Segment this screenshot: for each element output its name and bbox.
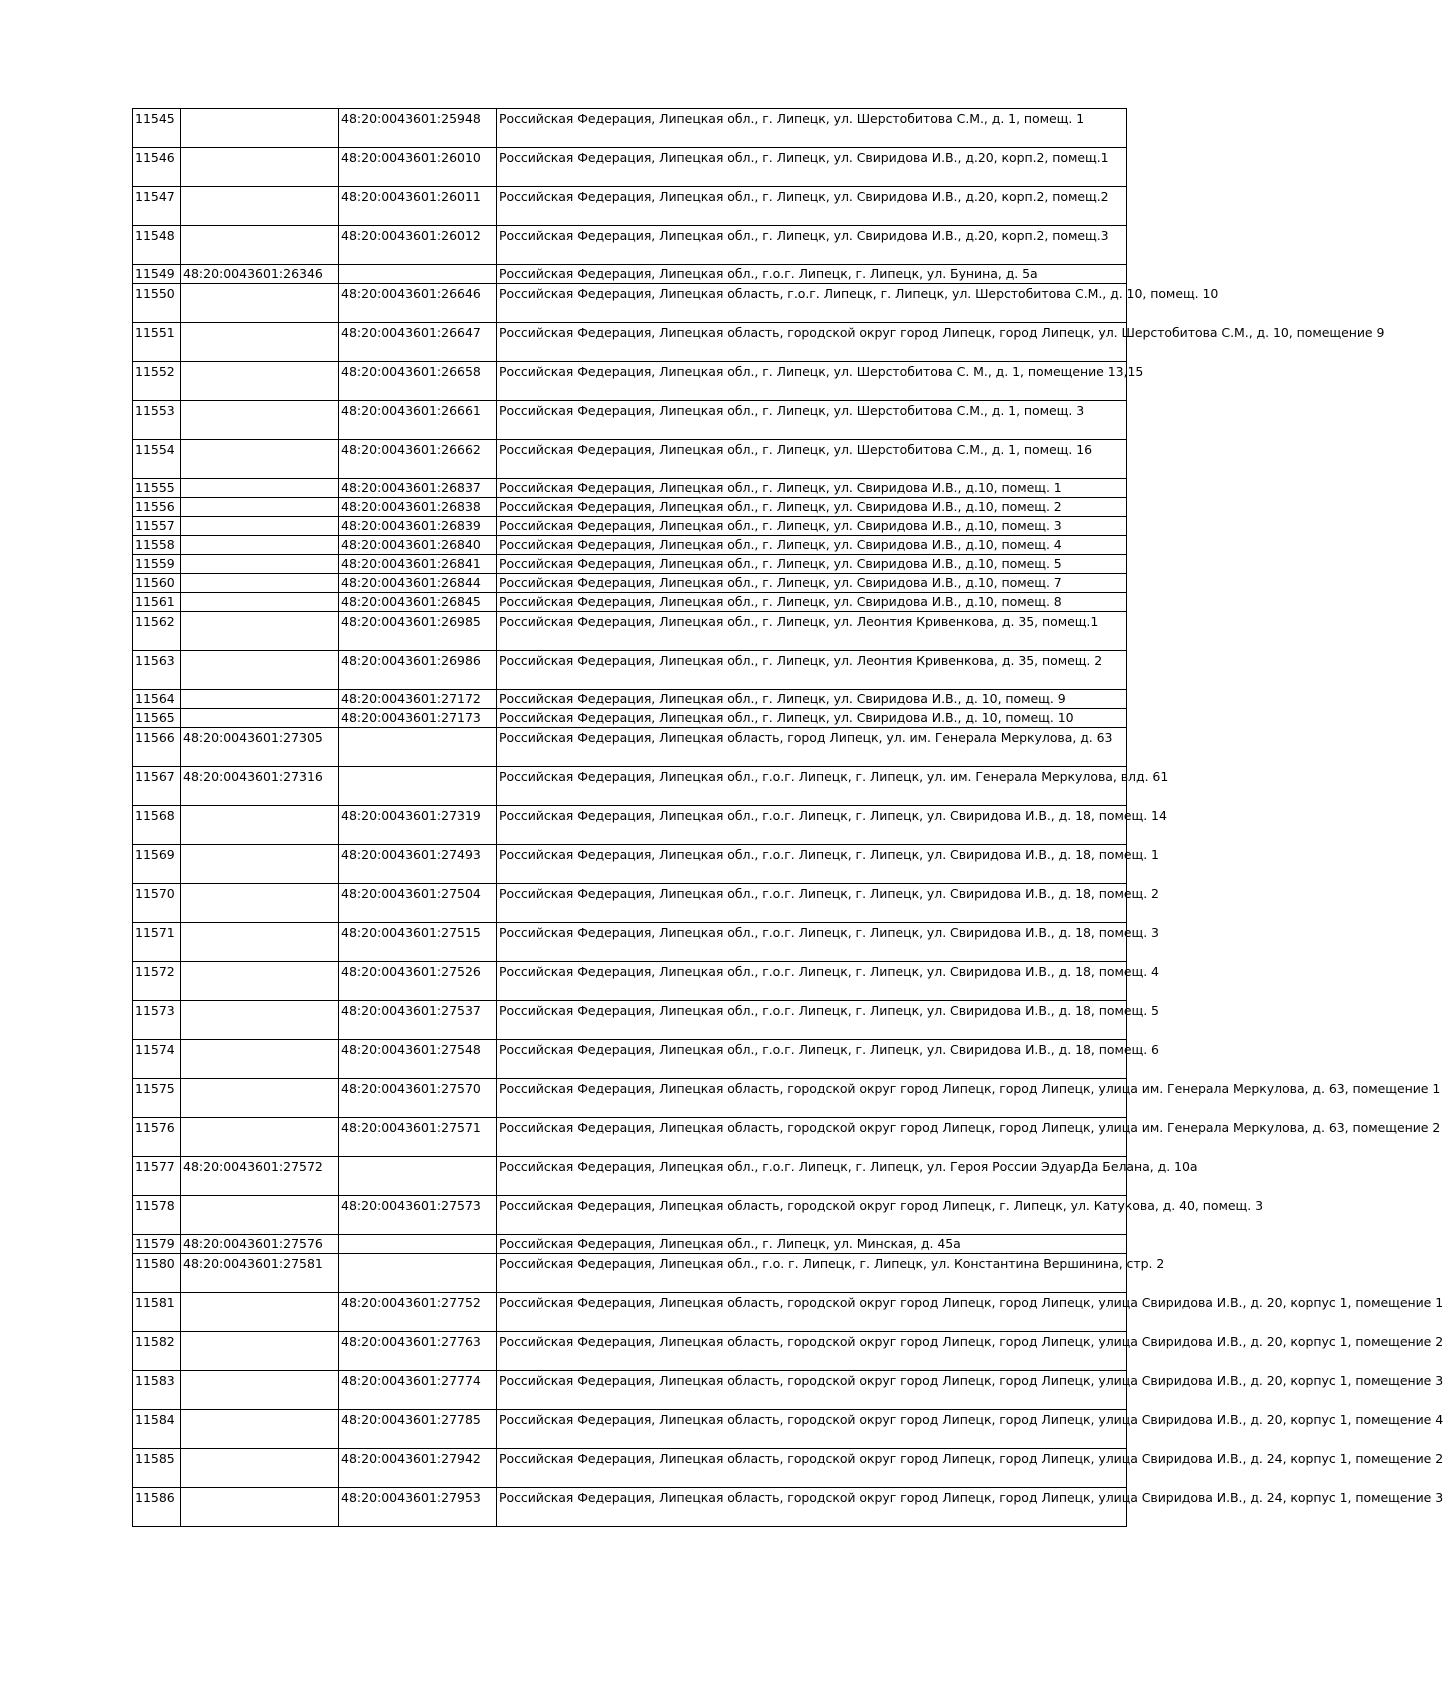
address-cell: Российская Федерация, Липецкая область, городской округ город Липецк, город Липецк, улица им. Генерала Меркулова, д. 63, помещение 1: [497, 1079, 1127, 1118]
address-cell: Российская Федерация, Липецкая область, городской округ город Липецк, город Липецк, улица Свиридова И.В., д. 24, корпус 1, помещение 2: [497, 1449, 1127, 1488]
address-cell: Российская Федерация, Липецкая обл., г. Липецк, ул. Шерстобитова С. М., д. 1, помещение 13,15: [497, 362, 1127, 401]
address-cell: Российская Федерация, Липецкая обл., г. Липецк, ул. Свиридова И.В., д. 10, помещ. 9: [497, 690, 1127, 709]
table-row: [133, 1118, 1127, 1157]
premises-cadastral-number-cell: 48:20:0043601:27573: [339, 1196, 497, 1235]
row-number-cell: 11582: [133, 1332, 181, 1371]
row-number-cell: 11550: [133, 284, 181, 323]
land-cadastral-number-cell: [181, 923, 339, 962]
land-cadastral-number-cell: [181, 1293, 339, 1332]
table-row: [133, 187, 1127, 226]
premises-cadastral-number-cell: 48:20:0043601:27942: [339, 1449, 497, 1488]
premises-cadastral-number-cell: 48:20:0043601:26837: [339, 479, 497, 498]
table-row: [133, 690, 1127, 709]
address-cell: Российская Федерация, Липецкая область, городской округ город Липецк, город Липецк, улица Свиридова И.В., д. 20, корпус 1, помещение 4: [497, 1410, 1127, 1449]
premises-cadastral-number-cell: 48:20:0043601:27953: [339, 1488, 497, 1527]
land-cadastral-number-cell: [181, 226, 339, 265]
row-number-cell: 11570: [133, 884, 181, 923]
land-cadastral-number-cell: [181, 651, 339, 690]
row-number-cell: 11579: [133, 1235, 181, 1254]
address-cell: Российская Федерация, Липецкая обл., г.о.г. Липецк, г. Липецк, ул. Свиридова И.В., д. 18, помещ. 6: [497, 1040, 1127, 1079]
address-cell: Российская Федерация, Липецкая обл., г. Липецк, ул. Леонтия Кривенкова, д. 35, помещ.1: [497, 612, 1127, 651]
land-cadastral-number-cell: [181, 498, 339, 517]
table-row: [133, 1254, 1127, 1293]
premises-cadastral-number-cell: 48:20:0043601:26986: [339, 651, 497, 690]
land-cadastral-number-cell: 48:20:0043601:27581: [181, 1254, 339, 1293]
table-row: [133, 1040, 1127, 1079]
land-cadastral-number-cell: 48:20:0043601:26346: [181, 265, 339, 284]
land-cadastral-number-cell: [181, 479, 339, 498]
table-row: [133, 806, 1127, 845]
row-number-cell: 11556: [133, 498, 181, 517]
premises-cadastral-number-cell: [339, 1254, 497, 1293]
table-row: [133, 767, 1127, 806]
premises-cadastral-number-cell: 48:20:0043601:27173: [339, 709, 497, 728]
row-number-cell: 11552: [133, 362, 181, 401]
table-row: [133, 479, 1127, 498]
land-cadastral-number-cell: [181, 1449, 339, 1488]
land-cadastral-number-cell: [181, 884, 339, 923]
table-row: [133, 362, 1127, 401]
premises-cadastral-number-cell: 48:20:0043601:26012: [339, 226, 497, 265]
premises-cadastral-number-cell: 48:20:0043601:27319: [339, 806, 497, 845]
premises-cadastral-number-cell: 48:20:0043601:27515: [339, 923, 497, 962]
address-cell: Российская Федерация, Липецкая обл., г. Липецк, ул. Свиридова И.В., д.10, помещ. 1: [497, 479, 1127, 498]
premises-cadastral-number-cell: 48:20:0043601:26844: [339, 574, 497, 593]
address-cell: Российская Федерация, Липецкая обл., г. Липецк, ул. Свиридова И.В., д.20, корп.2, помещ.2: [497, 187, 1127, 226]
table-row: [133, 574, 1127, 593]
table-row: [133, 1410, 1127, 1449]
row-number-cell: 11577: [133, 1157, 181, 1196]
address-cell: Российская Федерация, Липецкая обл., г.о.г. Липецк, г. Липецк, ул. Свиридова И.В., д. 18, помещ. 4: [497, 962, 1127, 1001]
row-number-cell: 11580: [133, 1254, 181, 1293]
property-registry-table: [132, 108, 1443, 1527]
land-cadastral-number-cell: [181, 1001, 339, 1040]
address-cell: Российская Федерация, Липецкая обл., г.о.г. Липецк, г. Липецк, ул. Героя России ЭдуарДа Белана, д. 10а: [497, 1157, 1127, 1196]
premises-cadastral-number-cell: 48:20:0043601:27774: [339, 1371, 497, 1410]
premises-cadastral-number-cell: 48:20:0043601:26662: [339, 440, 497, 479]
row-number-cell: 11563: [133, 651, 181, 690]
table-row: [133, 536, 1127, 555]
premises-cadastral-number-cell: 48:20:0043601:27570: [339, 1079, 497, 1118]
row-number-cell: 11586: [133, 1488, 181, 1527]
row-number-cell: 11575: [133, 1079, 181, 1118]
table-row: [133, 1488, 1127, 1527]
table-row: [133, 555, 1127, 574]
premises-cadastral-number-cell: 48:20:0043601:26985: [339, 612, 497, 651]
land-cadastral-number-cell: [181, 612, 339, 651]
land-cadastral-number-cell: [181, 574, 339, 593]
row-number-cell: 11560: [133, 574, 181, 593]
row-number-cell: 11574: [133, 1040, 181, 1079]
land-cadastral-number-cell: [181, 187, 339, 226]
land-cadastral-number-cell: [181, 1040, 339, 1079]
address-cell: Российская Федерация, Липецкая обл., г.о.г. Липецк, г. Липецк, ул. Свиридова И.В., д. 18, помещ. 2: [497, 884, 1127, 923]
land-cadastral-number-cell: [181, 536, 339, 555]
land-cadastral-number-cell: [181, 845, 339, 884]
address-cell: Российская Федерация, Липецкая обл., г.о.г. Липецк, г. Липецк, ул. Бунина, д. 5а: [497, 265, 1127, 284]
land-cadastral-number-cell: [181, 148, 339, 187]
registry-table-body: [133, 109, 1443, 1527]
address-cell: Российская Федерация, Липецкая обл., г. Липецк, ул. Свиридова И.В., д.10, помещ. 3: [497, 517, 1127, 536]
premises-cadastral-number-cell: [339, 767, 497, 806]
table-row: [133, 728, 1127, 767]
row-number-cell: 11567: [133, 767, 181, 806]
premises-cadastral-number-cell: 48:20:0043601:26647: [339, 323, 497, 362]
table-row: [133, 1235, 1127, 1254]
row-number-cell: 11554: [133, 440, 181, 479]
row-number-cell: 11569: [133, 845, 181, 884]
row-number-cell: 11566: [133, 728, 181, 767]
premises-cadastral-number-cell: 48:20:0043601:27571: [339, 1118, 497, 1157]
premises-cadastral-number-cell: 48:20:0043601:27504: [339, 884, 497, 923]
land-cadastral-number-cell: 48:20:0043601:27572: [181, 1157, 339, 1196]
row-number-cell: 11547: [133, 187, 181, 226]
address-cell: Российская Федерация, Липецкая обл., г. Липецк, ул. Свиридова И.В., д.10, помещ. 4: [497, 536, 1127, 555]
land-cadastral-number-cell: [181, 1488, 339, 1527]
table-row: [133, 1371, 1127, 1410]
table-row: [133, 226, 1127, 265]
address-cell: Российская Федерация, Липецкая область, городской округ город Липецк, город Липецк, улица Свиридова И.В., д. 20, корпус 1, помещение 3: [497, 1371, 1127, 1410]
table-row: [133, 709, 1127, 728]
address-cell: Российская Федерация, Липецкая обл., г.о. г. Липецк, г. Липецк, ул. Константина Вершинина, стр. 2: [497, 1254, 1127, 1293]
premises-cadastral-number-cell: 48:20:0043601:26845: [339, 593, 497, 612]
table-row: [133, 401, 1127, 440]
land-cadastral-number-cell: [181, 1196, 339, 1235]
land-cadastral-number-cell: [181, 284, 339, 323]
land-cadastral-number-cell: 48:20:0043601:27316: [181, 767, 339, 806]
row-number-cell: 11559: [133, 555, 181, 574]
land-cadastral-number-cell: [181, 1118, 339, 1157]
land-cadastral-number-cell: [181, 709, 339, 728]
address-cell: Российская Федерация, Липецкая обл., г. Липецк, ул. Свиридова И.В., д.10, помещ. 2: [497, 498, 1127, 517]
premises-cadastral-number-cell: [339, 1235, 497, 1254]
row-number-cell: 11557: [133, 517, 181, 536]
table-row: [133, 323, 1127, 362]
row-number-cell: 11568: [133, 806, 181, 845]
row-number-cell: 11565: [133, 709, 181, 728]
land-cadastral-number-cell: [181, 323, 339, 362]
table-row: [133, 1449, 1127, 1488]
premises-cadastral-number-cell: 48:20:0043601:26011: [339, 187, 497, 226]
address-cell: Российская Федерация, Липецкая область, городской округ город Липецк, город Липецк, улица Свиридова И.В., д. 24, корпус 1, помещение 3: [497, 1488, 1127, 1527]
address-cell: Российская Федерация, Липецкая обл., г. Липецк, ул. Свиридова И.В., д. 10, помещ. 10: [497, 709, 1127, 728]
table-row: [133, 962, 1127, 1001]
row-number-cell: 11551: [133, 323, 181, 362]
land-cadastral-number-cell: [181, 1410, 339, 1449]
row-number-cell: 11548: [133, 226, 181, 265]
premises-cadastral-number-cell: [339, 1157, 497, 1196]
address-cell: Российская Федерация, Липецкая область, город Липецк, ул. им. Генерала Меркулова, д. 63: [497, 728, 1127, 767]
address-cell: Российская Федерация, Липецкая обл., г.о.г. Липецк, г. Липецк, ул. Свиридова И.В., д. 18, помещ. 1: [497, 845, 1127, 884]
row-number-cell: 11585: [133, 1449, 181, 1488]
premises-cadastral-number-cell: 48:20:0043601:26661: [339, 401, 497, 440]
premises-cadastral-number-cell: 48:20:0043601:26839: [339, 517, 497, 536]
address-cell: Российская Федерация, Липецкая обл., г. Липецк, ул. Шерстобитова С.М., д. 1, помещ. 1: [497, 109, 1127, 148]
address-cell: Российская Федерация, Липецкая обл., г. Липецк, ул. Шерстобитова С.М., д. 1, помещ. 3: [497, 401, 1127, 440]
row-number-cell: 11576: [133, 1118, 181, 1157]
table-row: [133, 1196, 1127, 1235]
address-cell: Российская Федерация, Липецкая обл., г. Липецк, ул. Свиридова И.В., д.10, помещ. 7: [497, 574, 1127, 593]
premises-cadastral-number-cell: 48:20:0043601:27526: [339, 962, 497, 1001]
address-cell: Российская Федерация, Липецкая обл., г. Липецк, ул. Свиридова И.В., д.20, корп.2, помещ.1: [497, 148, 1127, 187]
address-cell: Российская Федерация, Липецкая обл., г. Липецк, ул. Минская, д. 45а: [497, 1235, 1127, 1254]
land-cadastral-number-cell: [181, 401, 339, 440]
premises-cadastral-number-cell: 48:20:0043601:26646: [339, 284, 497, 323]
premises-cadastral-number-cell: 48:20:0043601:27493: [339, 845, 497, 884]
premises-cadastral-number-cell: 48:20:0043601:26010: [339, 148, 497, 187]
premises-cadastral-number-cell: 48:20:0043601:25948: [339, 109, 497, 148]
premises-cadastral-number-cell: [339, 265, 497, 284]
table-row: [133, 1157, 1127, 1196]
land-cadastral-number-cell: [181, 690, 339, 709]
table-row: [133, 845, 1127, 884]
premises-cadastral-number-cell: 48:20:0043601:26838: [339, 498, 497, 517]
premises-cadastral-number-cell: 48:20:0043601:26840: [339, 536, 497, 555]
table-row: [133, 1332, 1127, 1371]
table-row: [133, 1079, 1127, 1118]
table-row: [133, 923, 1127, 962]
row-number-cell: 11581: [133, 1293, 181, 1332]
row-number-cell: 11572: [133, 962, 181, 1001]
table-row: [133, 265, 1127, 284]
land-cadastral-number-cell: [181, 555, 339, 574]
address-cell: Российская Федерация, Липецкая область, городской округ город Липецк, город Липецк, ул. Шерстобитова С.М., д. 10, помещение 9: [497, 323, 1127, 362]
row-number-cell: 11558: [133, 536, 181, 555]
table-row: [133, 109, 1127, 148]
address-cell: Российская Федерация, Липецкая область, городской округ город Липецк, город Липецк, улица им. Генерала Меркулова, д. 63, помещение 2: [497, 1118, 1127, 1157]
row-number-cell: 11578: [133, 1196, 181, 1235]
premises-cadastral-number-cell: 48:20:0043601:27785: [339, 1410, 497, 1449]
row-number-cell: 11571: [133, 923, 181, 962]
address-cell: Российская Федерация, Липецкая обл., г.о.г. Липецк, г. Липецк, ул. им. Генерала Меркулова, влд. 61: [497, 767, 1127, 806]
land-cadastral-number-cell: [181, 440, 339, 479]
premises-cadastral-number-cell: 48:20:0043601:27548: [339, 1040, 497, 1079]
premises-cadastral-number-cell: 48:20:0043601:27763: [339, 1332, 497, 1371]
premises-cadastral-number-cell: 48:20:0043601:26658: [339, 362, 497, 401]
address-cell: Российская Федерация, Липецкая обл., г. Липецк, ул. Леонтия Кривенкова, д. 35, помещ. 2: [497, 651, 1127, 690]
table-row: [133, 1293, 1127, 1332]
table-row: [133, 517, 1127, 536]
table-row: [133, 612, 1127, 651]
address-cell: Российская Федерация, Липецкая обл., г. Липецк, ул. Свиридова И.В., д.10, помещ. 8: [497, 593, 1127, 612]
row-number-cell: 11584: [133, 1410, 181, 1449]
table-row: [133, 148, 1127, 187]
land-cadastral-number-cell: [181, 362, 339, 401]
premises-cadastral-number-cell: 48:20:0043601:26841: [339, 555, 497, 574]
address-cell: Российская Федерация, Липецкая область, городской округ город Липецк, город Липецк, улица Свиридова И.В., д. 20, корпус 1, помещение 2: [497, 1332, 1127, 1371]
row-number-cell: 11561: [133, 593, 181, 612]
address-cell: Российская Федерация, Липецкая обл., г.о.г. Липецк, г. Липецк, ул. Свиридова И.В., д. 18, помещ. 3: [497, 923, 1127, 962]
address-cell: Российская Федерация, Липецкая область, городской округ город Липецк, город Липецк, улица Свиридова И.В., д. 20, корпус 1, помещение 1: [497, 1293, 1127, 1332]
row-number-cell: 11545: [133, 109, 181, 148]
row-number-cell: 11549: [133, 265, 181, 284]
row-number-cell: 11553: [133, 401, 181, 440]
land-cadastral-number-cell: [181, 1079, 339, 1118]
address-cell: Российская Федерация, Липецкая обл., г. Липецк, ул. Свиридова И.В., д.20, корп.2, помещ.3: [497, 226, 1127, 265]
address-cell: Российская Федерация, Липецкая обл., г. Липецк, ул. Шерстобитова С.М., д. 1, помещ. 16: [497, 440, 1127, 479]
table-row: [133, 440, 1127, 479]
table-row: [133, 1001, 1127, 1040]
table-row: [133, 651, 1127, 690]
table-row: [133, 284, 1127, 323]
land-cadastral-number-cell: [181, 1371, 339, 1410]
land-cadastral-number-cell: [181, 806, 339, 845]
land-cadastral-number-cell: [181, 593, 339, 612]
land-cadastral-number-cell: [181, 517, 339, 536]
row-number-cell: 11573: [133, 1001, 181, 1040]
premises-cadastral-number-cell: 48:20:0043601:27172: [339, 690, 497, 709]
land-cadastral-number-cell: 48:20:0043601:27576: [181, 1235, 339, 1254]
address-cell: Российская Федерация, Липецкая область, г.о.г. Липецк, г. Липецк, ул. Шерстобитова С.М., д. 10, помещ. 10: [497, 284, 1127, 323]
land-cadastral-number-cell: [181, 1332, 339, 1371]
row-number-cell: 11562: [133, 612, 181, 651]
row-number-cell: 11546: [133, 148, 181, 187]
row-number-cell: 11555: [133, 479, 181, 498]
land-cadastral-number-cell: [181, 962, 339, 1001]
row-number-cell: 11583: [133, 1371, 181, 1410]
address-cell: Российская Федерация, Липецкая обл., г. Липецк, ул. Свиридова И.В., д.10, помещ. 5: [497, 555, 1127, 574]
premises-cadastral-number-cell: 48:20:0043601:27752: [339, 1293, 497, 1332]
address-cell: Российская Федерация, Липецкая обл., г.о.г. Липецк, г. Липецк, ул. Свиридова И.В., д. 18, помещ. 5: [497, 1001, 1127, 1040]
address-cell: Российская Федерация, Липецкая обл., г.о.г. Липецк, г. Липецк, ул. Свиридова И.В., д. 18, помещ. 14: [497, 806, 1127, 845]
table-row: [133, 498, 1127, 517]
table-row: [133, 593, 1127, 612]
premises-cadastral-number-cell: [339, 728, 497, 767]
table-row: [133, 884, 1127, 923]
address-cell: Российская Федерация, Липецкая область, городской округ город Липецк, г. Липецк, ул. Катукова, д. 40, помещ. 3: [497, 1196, 1127, 1235]
land-cadastral-number-cell: 48:20:0043601:27305: [181, 728, 339, 767]
premises-cadastral-number-cell: 48:20:0043601:27537: [339, 1001, 497, 1040]
row-number-cell: 11564: [133, 690, 181, 709]
land-cadastral-number-cell: [181, 109, 339, 148]
